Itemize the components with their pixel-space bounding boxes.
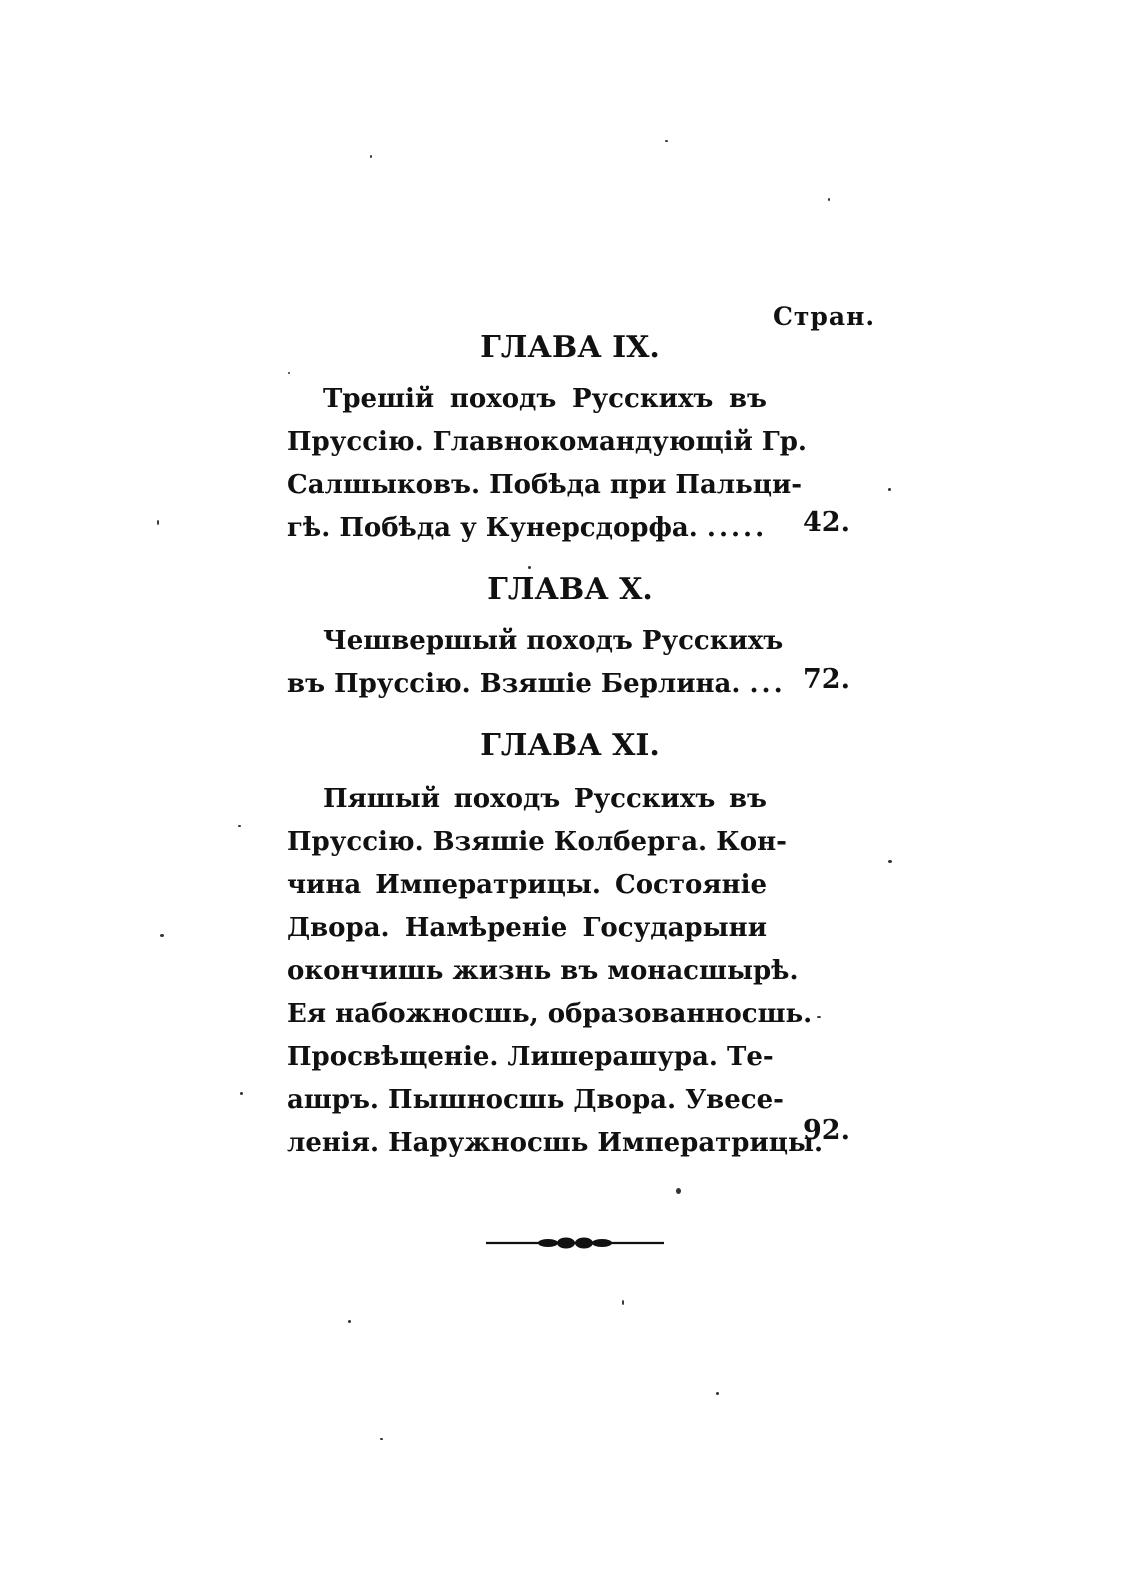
summary-line: ашръ. Пышносшь Двора. Увесе- [287,1085,784,1115]
scan-speck [160,934,164,937]
scan-speck [622,1300,624,1305]
scan-speck [370,155,372,158]
summary-line: Трешій походъ Русскихъ въ [323,384,767,414]
summary-line-text: въ Пруссію. Взяшіе Берлина. [287,669,741,699]
chapter-title-ix: ГЛАВА IX. [480,330,660,365]
summary-line-text: ленія. Наружносшь Императрицы. [287,1128,824,1158]
page-number-x: 72. [803,664,850,695]
summary-line-last [287,1122,824,1165]
chapter-title-x: ГЛАВА X. [487,572,653,607]
scan-speck [240,1092,243,1095]
scan-speck [528,566,531,569]
scan-speck [157,520,159,525]
chapter-x-summary [287,620,786,706]
summary-line: Просвѣщеніе. Лишерашура. Те- [287,1042,774,1072]
scan-speck [380,1438,383,1440]
summary-line: Чешвершый походъ Русскихъ [323,626,784,656]
page-number-xi: 92. [803,1115,850,1146]
chapter-ix-summary [287,378,807,550]
summary-line: Пяшый походъ Русскихъ въ [323,784,767,814]
page-number-ix: 42. [803,507,850,538]
chapter-xi-summary [287,778,824,1165]
scan-speck [828,198,830,201]
scan-speck [676,1188,681,1194]
leader-dots: ..... [706,513,768,543]
summary-line: Ея набожносшь, образованносшь. [287,999,813,1029]
summary-line: Салшыковъ. Побѣда при Пальци- [287,470,803,500]
chapter-title-xi: ГЛАВА XI. [480,728,660,763]
scan-speck [665,140,668,142]
scan-speck [238,825,241,827]
scan-speck [817,1016,821,1018]
summary-line: Двора. Намѣреніе Государыни [287,913,767,943]
summary-line: Пруссію. Взяшіе Колберга. Кон- [287,827,787,857]
scan-speck [288,372,290,374]
tailpiece-ornament-icon [486,1232,664,1254]
pages-column-header: Стран. [773,302,876,331]
leader-dots: ... [749,669,786,699]
summary-line-text: гѣ. Побѣда у Кунерсдорфа. [287,513,698,543]
summary-line: Пруссію. Главнокомандующій Гр. [287,427,807,457]
scan-speck [888,860,892,863]
scan-speck [348,1320,351,1323]
summary-line-last [287,507,767,550]
summary-line: окончишь жизнь въ монасшырѣ. [287,956,799,986]
summary-line: чина Императрицы. Состояніе [287,870,767,900]
summary-line-last [287,663,786,706]
scan-speck [716,1392,719,1395]
scan-speck [888,488,891,491]
